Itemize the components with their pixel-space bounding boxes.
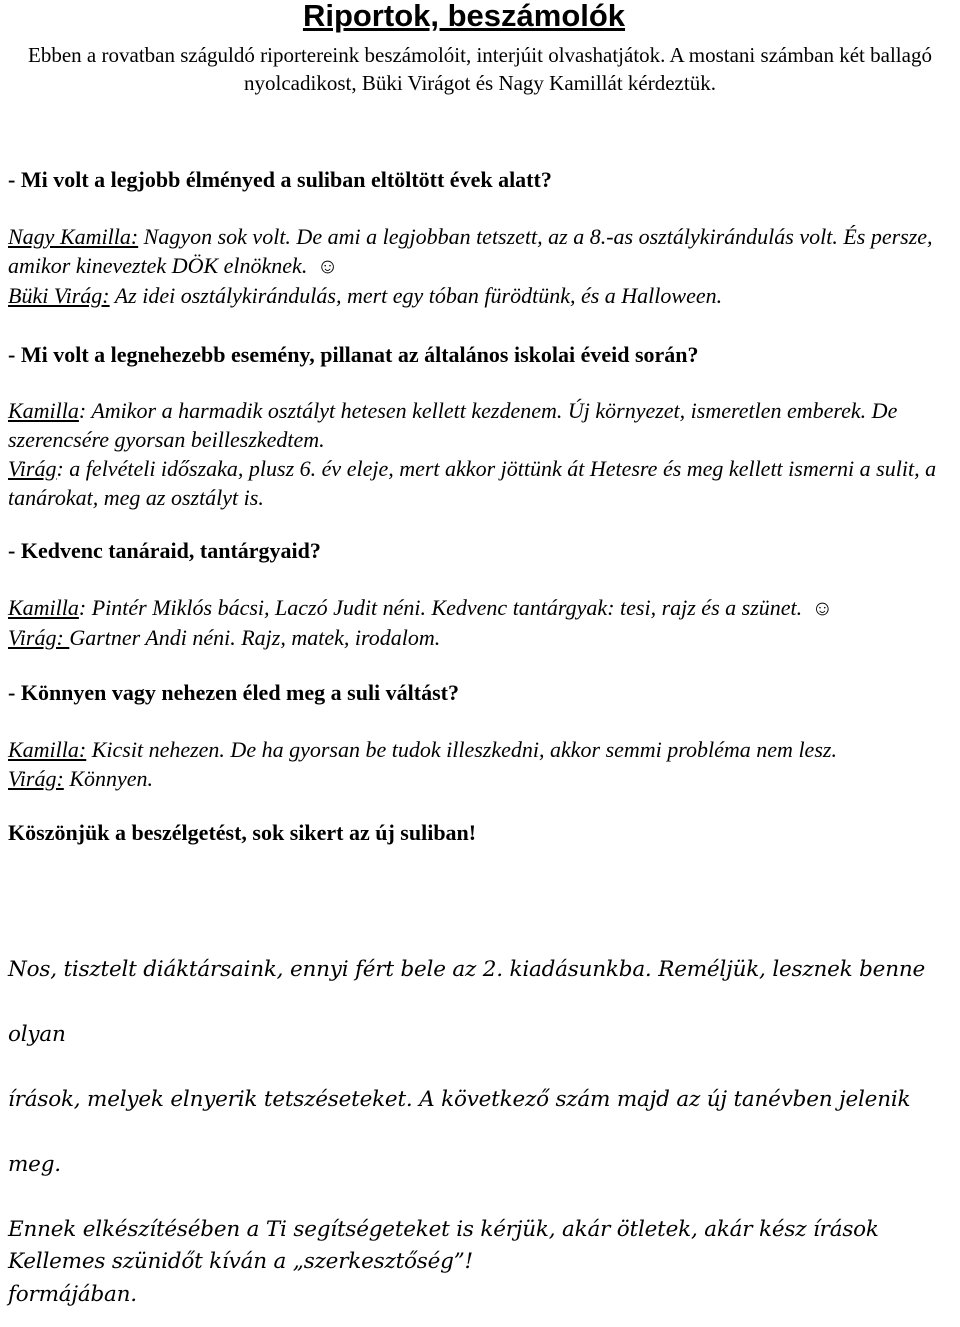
intro-paragraph xyxy=(0,41,960,97)
editorial-line: írások, melyek elnyerik tetszéseteket. A következő szám majd az új tanévben jelenik meg. xyxy=(8,1087,911,1177)
speaker-label: Virág: xyxy=(8,625,70,650)
question-1: - Mi volt a legjobb élményed a suliban eltöltött évek alatt? xyxy=(8,167,552,192)
answer xyxy=(8,623,958,652)
answer xyxy=(8,454,958,512)
editorial-line: Nos, tisztelt diáktársaink, ennyi fért bele az 2. kiadásunkba. Reméljük, lesznek benne olyan xyxy=(8,957,926,1047)
answer xyxy=(8,764,958,793)
answer xyxy=(8,281,958,310)
intro-line: nyolcadikost, Büki Virágot és Nagy Kamillát kérdeztük. xyxy=(244,71,716,95)
answer-text: Az idei osztálykirándulás, mert egy tóban fürödtünk, és a Halloween. xyxy=(109,283,723,308)
editorial-line: formájában. xyxy=(8,1282,137,1307)
speaker-label: Nagy Kamilla: xyxy=(8,224,139,249)
answer xyxy=(8,396,958,454)
answer-text: : Amikor a harmadik osztályt hetesen kellett kezdenem. Új környezet, ismeretlen emberek. De szerencsére gyorsan beilleszkedtem. xyxy=(8,398,898,452)
answer xyxy=(8,222,958,281)
question-4: - Könnyen vagy nehezen éled meg a suli váltást? xyxy=(8,680,459,705)
answer-block-3 xyxy=(8,593,958,652)
closing-line: Köszönjük a beszélgetést, sok sikert az új suliban! xyxy=(8,820,477,845)
page-title: Riportok, beszámolók xyxy=(302,0,626,33)
answer-text: Gartner Andi néni. Rajz, matek, irodalom. xyxy=(69,625,441,650)
editorial-signoff: Kellemes szünidőt kíván a „szerkesztőség”! xyxy=(8,1249,473,1274)
answer-text: Könnyen. xyxy=(63,766,154,791)
question-3: - Kedvenc tanáraid, tantárgyaid? xyxy=(8,538,321,563)
speaker-label: Kamilla xyxy=(8,398,79,423)
answer-text: : a felvételi időszaka, plusz 6. év eleje, mert akkor jöttünk át Hetesre és meg kellett ismerni a sulit, a tanárokat, meg az osztályt is. xyxy=(8,456,937,510)
answer-text: : Pintér Miklós bácsi, Laczó Judit néni. Kedvenc tantárgyak: tesi, rajz és a szünet. xyxy=(78,595,808,620)
speaker-label: Kamilla xyxy=(8,595,79,620)
question-2: - Mi volt a legnehezebb esemény, pillanat az általános iskolai éveid során? xyxy=(8,342,699,367)
answer-text: Nagyon sok volt. De ami a legjobban tetszett, az a 8.-as osztálykirándulás volt. És persze, amikor kineveztek DÖK elnöknek. xyxy=(8,224,933,278)
speaker-label: Virág: xyxy=(8,766,64,791)
answer-block-2 xyxy=(8,396,958,512)
speaker-label: Virág xyxy=(8,456,57,481)
answer-text: Kicsit nehezen. De ha gyorsan be tudok illeszkedni, akkor semmi probléma nem lesz. xyxy=(86,737,837,762)
intro-line: Ebben a rovatban száguldó riportereink beszámolóit, interjúit olvashatjátok. A mostani számban két ballagó xyxy=(28,43,932,67)
answer-block-1 xyxy=(8,222,958,310)
answer-block-4 xyxy=(8,735,958,793)
editorial-line: Ennek elkészítésében a Ti segítségeteket is kérjük, akár ötletek, akár kész írások xyxy=(8,1217,879,1242)
smiley-icon: ☺ xyxy=(316,254,339,278)
answer xyxy=(8,735,958,764)
smiley-icon: ☺ xyxy=(811,596,834,620)
speaker-label: Büki Virág: xyxy=(8,283,110,308)
answer xyxy=(8,593,958,623)
speaker-label: Kamilla: xyxy=(8,737,87,762)
